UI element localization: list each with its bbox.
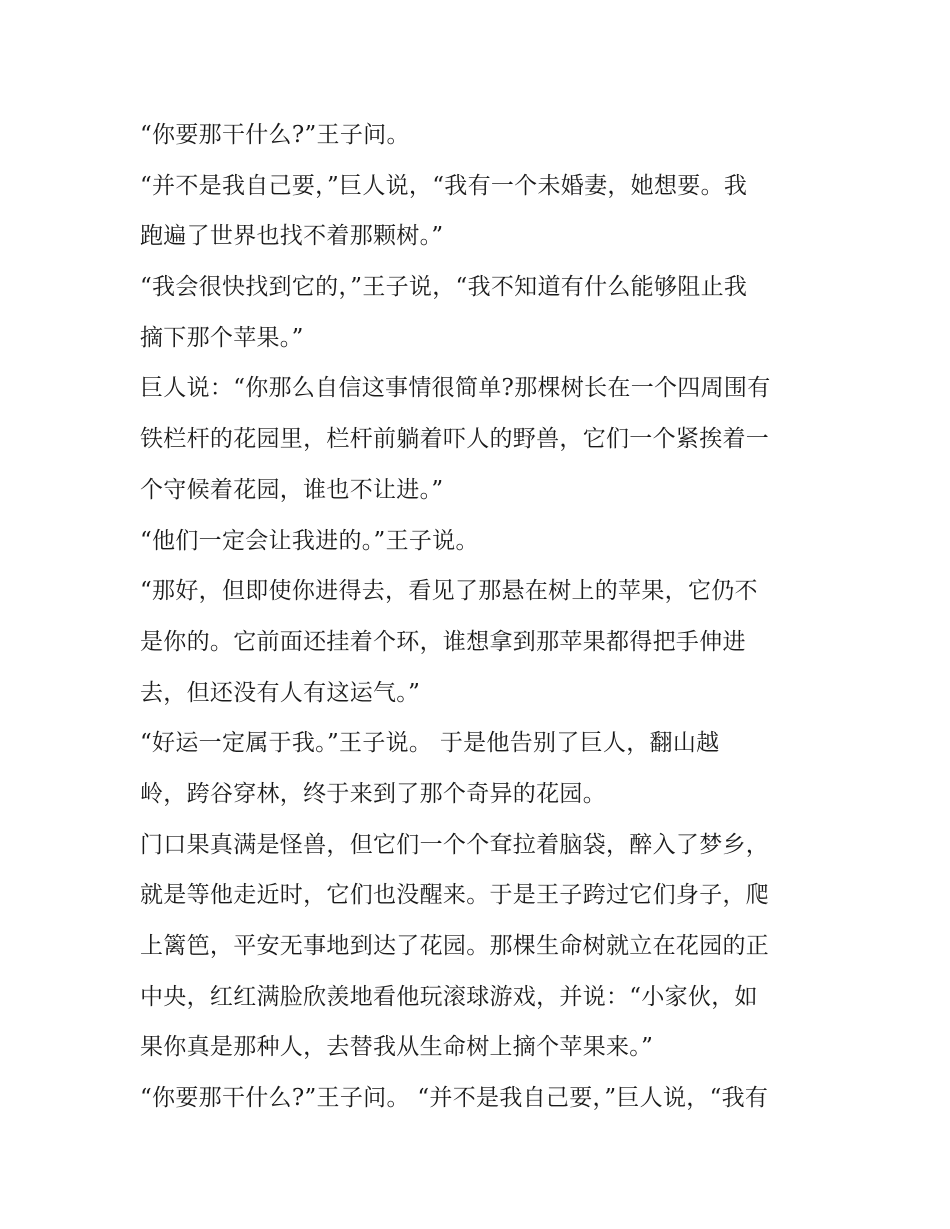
text-line: 个守候着花园，谁也不让进。” bbox=[140, 476, 444, 503]
text-line: 中央，红红满脸欣羡地看他玩滚球游戏，并说：“小家伙，如 bbox=[140, 983, 758, 1010]
text-line: “我会很快找到它的，”王子说，“我不知道有什么能够阻止我 bbox=[140, 274, 748, 301]
text-line: 就是等他走近时，它们也没醒来。于是王子跨过它们身子，爬 bbox=[140, 882, 770, 909]
text-line: “那好，但即使你进得去，看见了那悬在树上的苹果，它仍不 bbox=[140, 578, 758, 605]
text-line: 去，但还没有人有这运气。” bbox=[140, 679, 421, 706]
text-line: “他们一定会让我进的。”王子说。 bbox=[140, 527, 479, 554]
text-body bbox=[140, 110, 820, 1124]
text-line: “你要那干什么?”王子问。 bbox=[140, 122, 410, 148]
text-line: 果你真是那种人，去替我从生命树上摘个苹果来。” bbox=[140, 1034, 654, 1061]
text-line: 门口果真满是怪兽，但它们一个个耷拉着脑袋，醉入了梦乡， bbox=[140, 831, 770, 858]
text-line: 是你的。它前面还挂着个环，谁想拿到那苹果都得把手伸进 bbox=[140, 628, 746, 655]
text-line: 岭，跨谷穿林，终于来到了那个奇异的花园。 bbox=[140, 780, 606, 807]
text-line: 摘下那个苹果。” bbox=[140, 324, 304, 351]
text-line: 巨人说：“你那么自信这事情很简单?那棵树长在一个四周围有 bbox=[140, 375, 771, 402]
text-line: 跑遍了世界也找不着那颗树。” bbox=[140, 223, 444, 250]
text-line: “好运一定属于我。”王子说。 于是他告别了巨人，翻山越 bbox=[140, 730, 720, 757]
text-line: “你要那干什么?”王子问。 “并不是我自己要，”巨人说，“我有 bbox=[140, 1085, 769, 1112]
text-line: “并不是我自己要，”巨人说，“我有一个未婚妻，她想要。我 bbox=[140, 172, 748, 199]
text-line: 上篱笆，平安无事地到达了花园。那棵生命树就立在花园的正 bbox=[140, 933, 770, 959]
text-line: 铁栏杆的花园里，栏杆前躺着吓人的野兽，它们一个紧挨着一 bbox=[140, 426, 770, 453]
